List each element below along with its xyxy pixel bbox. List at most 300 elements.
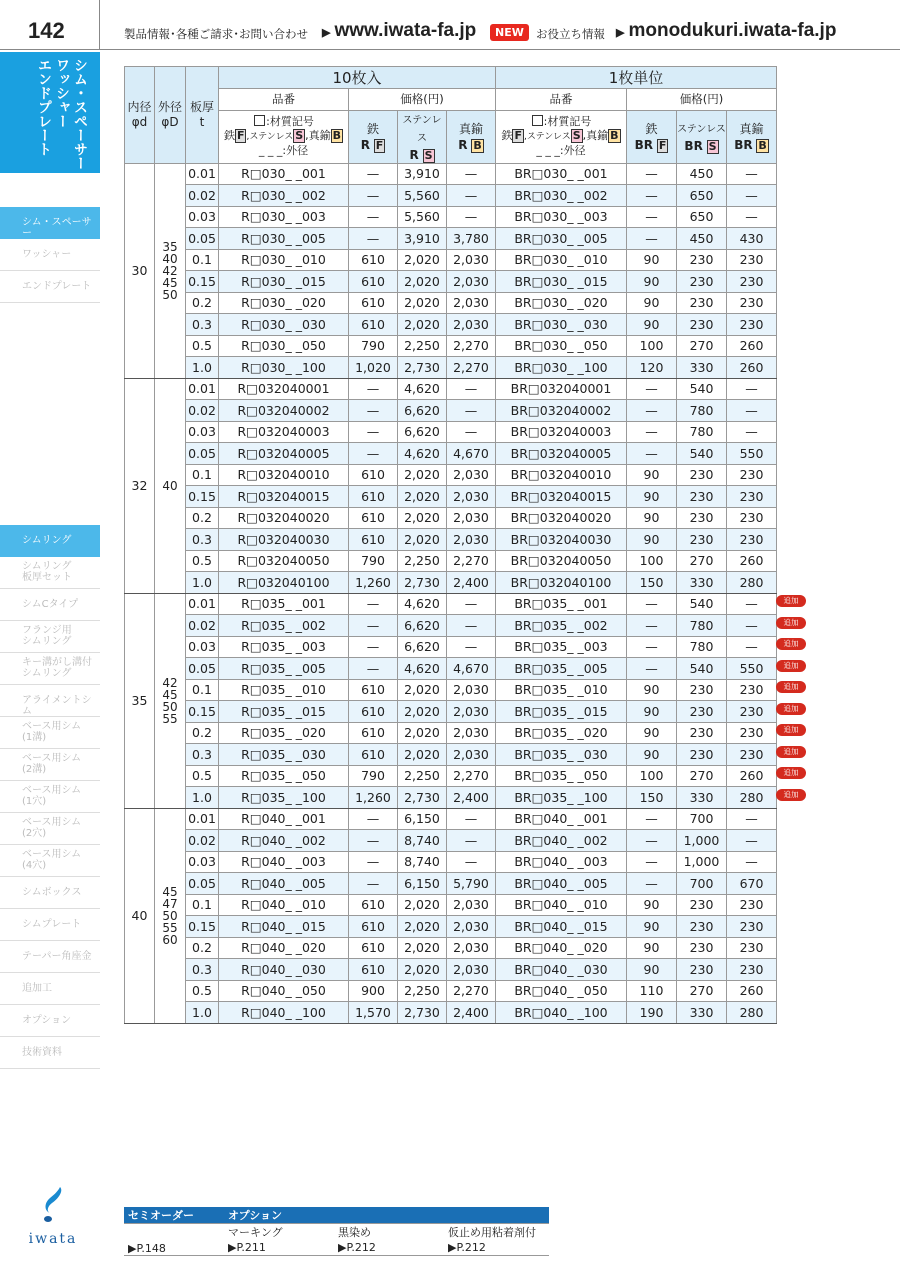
part-no-cell: R□032040030 — [219, 529, 349, 551]
price-iron-cell: 90 — [627, 959, 677, 981]
part-no-cell: R□030_ _015 — [219, 271, 349, 293]
sidebar-item[interactable]: 技術資料 — [0, 1037, 100, 1069]
price-stainless-cell: 270 — [677, 980, 727, 1002]
price-brass-cell: 5,790 — [447, 873, 496, 895]
price-iron-cell: 1,570 — [349, 1002, 398, 1024]
price-brass-cell: — — [447, 206, 496, 228]
thickness-cell: 0.01 — [186, 808, 219, 830]
price-stainless-cell: 2,020 — [398, 959, 447, 981]
price-iron-cell: — — [627, 421, 677, 443]
price-brass-cell: — — [727, 830, 777, 852]
part-no-cell: BR□030_ _100 — [496, 357, 627, 379]
table-row — [125, 486, 777, 508]
thickness-cell: 0.1 — [186, 894, 219, 916]
price-iron-cell: — — [627, 658, 677, 680]
part-no-cell: BR□035_ _015 — [496, 701, 627, 723]
inner-diameter-cell: 40 — [125, 808, 155, 1023]
sidebar-item[interactable]: シムリング 板厚セット — [0, 557, 100, 589]
price-brass-cell: — — [447, 421, 496, 443]
price-iron-cell: 610 — [349, 959, 398, 981]
table-row — [125, 916, 777, 938]
price-brass-cell: 2,030 — [447, 701, 496, 723]
price-stainless-cell: 2,020 — [398, 894, 447, 916]
part-no-cell: R□030_ _005 — [219, 228, 349, 250]
price-stainless-cell: 2,250 — [398, 550, 447, 572]
sidebar — [0, 52, 100, 1069]
part-no-cell: R□040_ _030 — [219, 959, 349, 981]
option-marking-ref[interactable]: ▶P.211 — [224, 1240, 334, 1255]
price-brass-cell: 670 — [727, 873, 777, 895]
part-no-cell: BR□035_ _010 — [496, 679, 627, 701]
thickness-cell: 0.1 — [186, 249, 219, 271]
price-iron-cell: 150 — [627, 572, 677, 594]
part-no-cell: BR□035_ _100 — [496, 787, 627, 809]
price-brass-cell: 230 — [727, 249, 777, 271]
website-link[interactable] — [318, 20, 476, 42]
table-row — [125, 679, 777, 701]
price-stainless-cell: 230 — [677, 679, 727, 701]
sidebar-item[interactable]: シムプレート — [0, 909, 100, 941]
thickness-cell: 0.01 — [186, 163, 219, 185]
price-brass-cell: 2,030 — [447, 722, 496, 744]
table-row — [125, 464, 777, 486]
part-no-cell: R□032040020 — [219, 507, 349, 529]
part-no-header: 品番 — [496, 89, 627, 111]
part-no-cell: BR□032040050 — [496, 550, 627, 572]
price-stainless-cell: 2,020 — [398, 486, 447, 508]
price-iron-cell: 100 — [627, 765, 677, 787]
group-10pcs: 10枚入 — [219, 67, 496, 89]
table-row — [125, 959, 777, 981]
price-brass-cell: 230 — [727, 744, 777, 766]
website-url[interactable]: www.iwata-fa.jp — [334, 20, 477, 41]
price-brass-cell: — — [727, 185, 777, 207]
thickness-cell: 0.3 — [186, 959, 219, 981]
part-no-cell: R□040_ _015 — [219, 916, 349, 938]
added-badge: 追加 — [776, 789, 806, 801]
price-iron-cell: 610 — [349, 464, 398, 486]
price-brass-cell: 550 — [727, 658, 777, 680]
thickness-cell: 0.05 — [186, 228, 219, 250]
part-no-cell: R□032040003 — [219, 421, 349, 443]
sidebar-item[interactable]: ベース用シム (2穴) — [0, 813, 100, 845]
thickness-cell: 0.3 — [186, 744, 219, 766]
price-brass-cell: 2,270 — [447, 550, 496, 572]
sidebar-item[interactable]: シム・スペーサー — [0, 207, 100, 239]
price-stainless-cell: 2,020 — [398, 937, 447, 959]
price-iron-cell: — — [627, 615, 677, 637]
price-iron-cell: 90 — [627, 507, 677, 529]
price-stainless-cell: 330 — [677, 787, 727, 809]
price-iron-cell: 90 — [627, 529, 677, 551]
price-stainless-cell: 2,020 — [398, 507, 447, 529]
sidebar-secondary-nav — [0, 525, 100, 1069]
price-stainless-cell: 230 — [677, 271, 727, 293]
part-no-cell: R□030_ _003 — [219, 206, 349, 228]
new-badge: NEW — [490, 24, 529, 41]
table-row — [125, 292, 777, 314]
price-iron-cell: — — [349, 808, 398, 830]
part-no-cell: BR□040_ _020 — [496, 937, 627, 959]
price-stainless-cell: 2,020 — [398, 744, 447, 766]
price-stainless-cell: 2,020 — [398, 679, 447, 701]
price-stainless-cell: 540 — [677, 378, 727, 400]
price-brass-cell: 2,030 — [447, 937, 496, 959]
table-row — [125, 937, 777, 959]
sidebar-item[interactable]: シムCタイプ — [0, 589, 100, 621]
part-no-cell: R□030_ _001 — [219, 163, 349, 185]
semi-order-ref[interactable]: ▶P.148 — [124, 1224, 224, 1256]
price-iron-cell: — — [349, 206, 398, 228]
table-row — [125, 400, 777, 422]
table-row — [125, 378, 777, 400]
thickness-cell: 0.3 — [186, 529, 219, 551]
table-row — [125, 529, 777, 551]
price-iron-cell: — — [349, 400, 398, 422]
sidebar-item[interactable]: シムボックス — [0, 877, 100, 909]
thickness-cell: 0.15 — [186, 701, 219, 723]
part-no-cell: R□035_ _001 — [219, 593, 349, 615]
part-no-cell: R□035_ _020 — [219, 722, 349, 744]
price-iron-cell: 790 — [349, 550, 398, 572]
price-stainless-cell: 8,740 — [398, 830, 447, 852]
price-stainless-cell: 2,730 — [398, 787, 447, 809]
material-code-note: :材質記号 鉄 F ,ステンレス S ,真鍮 B _ _ _:外径 — [219, 110, 349, 163]
sidebar-item[interactable]: ベース用シム (1溝) — [0, 717, 100, 749]
part-no-cell: R□035_ _100 — [219, 787, 349, 809]
price-brass-cell: 230 — [727, 314, 777, 336]
price-iron-cell: — — [349, 163, 398, 185]
part-no-cell: R□032040100 — [219, 572, 349, 594]
price-brass-cell: 2,030 — [447, 464, 496, 486]
group-1pc: 1枚単位 — [496, 67, 777, 89]
sidebar-item[interactable]: テーパー角座金 — [0, 941, 100, 973]
price-iron-cell: — — [627, 228, 677, 250]
price-iron-cell: 190 — [627, 1002, 677, 1024]
price-brass-cell: 3,780 — [447, 228, 496, 250]
option-marking: マーキング — [228, 1226, 283, 1239]
sidebar-item[interactable]: アライメントシム — [0, 685, 100, 717]
blank-box-icon — [254, 115, 265, 126]
price-brass-cell: 2,270 — [447, 980, 496, 1002]
price-iron-cell: 90 — [627, 271, 677, 293]
iwata-logo — [28, 1185, 78, 1247]
price-brass-cell: — — [447, 593, 496, 615]
sidebar-item[interactable]: ベース用シム (1穴) — [0, 781, 100, 813]
part-no-cell: R□030_ _020 — [219, 292, 349, 314]
price-brass-cell: 260 — [727, 765, 777, 787]
price-iron-cell: 790 — [349, 335, 398, 357]
price-brass-cell: 2,400 — [447, 1002, 496, 1024]
table-row — [125, 421, 777, 443]
table-row — [125, 163, 777, 185]
price-iron-cell: — — [627, 443, 677, 465]
sidebar-item[interactable]: エンドプレート — [0, 271, 100, 303]
price-brass-cell: 2,030 — [447, 271, 496, 293]
added-badge: 追加 — [776, 660, 806, 672]
price-brass-cell: 430 — [727, 228, 777, 250]
brass-col: 真鍮 R B — [447, 110, 496, 163]
thickness-cell: 0.1 — [186, 464, 219, 486]
price-stainless-cell: 780 — [677, 636, 727, 658]
price-iron-cell: 610 — [349, 271, 398, 293]
price-iron-cell: 610 — [349, 937, 398, 959]
price-stainless-cell: 700 — [677, 808, 727, 830]
price-header: 価格(円) — [627, 89, 777, 111]
price-iron-cell: 90 — [627, 679, 677, 701]
category-title-endplate: エンドプレート — [36, 58, 52, 156]
inner-diameter-cell: 35 — [125, 593, 155, 808]
thickness-cell: 0.02 — [186, 400, 219, 422]
price-stainless-cell: 2,020 — [398, 292, 447, 314]
table-row — [125, 658, 777, 680]
price-stainless-cell: 1,000 — [677, 851, 727, 873]
thickness-cell: 1.0 — [186, 787, 219, 809]
price-iron-cell: — — [349, 593, 398, 615]
part-no-cell: BR□040_ _050 — [496, 980, 627, 1002]
price-brass-cell: — — [727, 206, 777, 228]
price-brass-cell: 2,030 — [447, 249, 496, 271]
sidebar-item[interactable]: ベース用シム (4穴) — [0, 845, 100, 877]
option-adhesive-ref[interactable]: ▶P.212 — [444, 1240, 549, 1255]
part-no-cell: BR□032040100 — [496, 572, 627, 594]
price-brass-cell: 4,670 — [447, 658, 496, 680]
price-brass-cell: 2,270 — [447, 335, 496, 357]
outer-diameter-cell: 40 — [155, 378, 186, 593]
inner-diameter-cell: 30 — [125, 163, 155, 378]
table-row — [125, 314, 777, 336]
part-no-cell: R□040_ _005 — [219, 873, 349, 895]
part-no-cell: BR□035_ _003 — [496, 636, 627, 658]
price-iron-cell: 610 — [349, 486, 398, 508]
price-iron-cell: — — [349, 228, 398, 250]
monodukuri-link[interactable] — [612, 20, 836, 42]
price-brass-cell: — — [727, 636, 777, 658]
price-iron-cell: — — [349, 830, 398, 852]
price-brass-cell: — — [447, 615, 496, 637]
price-brass-cell: 230 — [727, 464, 777, 486]
part-no-cell: R□032040002 — [219, 400, 349, 422]
price-stainless-cell: 230 — [677, 314, 727, 336]
price-stainless-cell: 2,020 — [398, 249, 447, 271]
price-brass-cell: — — [447, 163, 496, 185]
sidebar-item[interactable]: シムリング — [0, 525, 100, 557]
price-stainless-cell: 2,020 — [398, 529, 447, 551]
price-brass-cell: — — [447, 378, 496, 400]
price-brass-cell: 230 — [727, 701, 777, 723]
price-iron-cell: 90 — [627, 722, 677, 744]
price-stainless-cell: 2,730 — [398, 572, 447, 594]
price-brass-cell: 2,030 — [447, 894, 496, 916]
table-row — [125, 228, 777, 250]
part-no-cell: BR□032040002 — [496, 400, 627, 422]
price-stainless-cell: 700 — [677, 873, 727, 895]
spec-price-table — [124, 66, 777, 1024]
price-stainless-cell: 6,620 — [398, 400, 447, 422]
part-no-cell: R□040_ _002 — [219, 830, 349, 852]
table-row — [125, 593, 777, 615]
price-stainless-cell: 230 — [677, 292, 727, 314]
part-no-cell: BR□035_ _002 — [496, 615, 627, 637]
part-no-cell: BR□032040030 — [496, 529, 627, 551]
price-iron-cell: 90 — [627, 464, 677, 486]
table-row — [125, 787, 777, 809]
thickness-cell: 0.05 — [186, 873, 219, 895]
price-stainless-cell: 780 — [677, 615, 727, 637]
price-brass-cell: — — [727, 593, 777, 615]
price-iron-cell: 100 — [627, 335, 677, 357]
part-no-cell: R□030_ _100 — [219, 357, 349, 379]
price-iron-cell: 610 — [349, 894, 398, 916]
price-iron-cell: — — [627, 593, 677, 615]
price-brass-cell: 2,030 — [447, 744, 496, 766]
outer-diameter-cell: 42 45 50 55 — [155, 593, 186, 808]
price-brass-cell: — — [447, 851, 496, 873]
outer-diameter-cell: 35 40 42 45 50 — [155, 163, 186, 378]
part-no-cell: BR□035_ _005 — [496, 658, 627, 680]
price-stainless-cell: 330 — [677, 1002, 727, 1024]
price-stainless-cell: 540 — [677, 443, 727, 465]
sidebar-item[interactable]: ワッシャー — [0, 239, 100, 271]
price-iron-cell: 90 — [627, 894, 677, 916]
part-no-cell: BR□030_ _030 — [496, 314, 627, 336]
table-row — [125, 1002, 777, 1024]
price-iron-cell: — — [349, 873, 398, 895]
price-stainless-cell: 230 — [677, 486, 727, 508]
option-black-oxide-ref[interactable]: ▶P.212 — [334, 1240, 444, 1255]
added-badge: 追加 — [776, 703, 806, 715]
price-brass-cell: — — [447, 636, 496, 658]
part-no-cell: BR□032040020 — [496, 507, 627, 529]
part-no-cell: R□032040001 — [219, 378, 349, 400]
sidebar-item[interactable]: キー溝がし溝付 シムリング — [0, 653, 100, 685]
price-iron-cell: — — [349, 378, 398, 400]
thickness-cell: 0.15 — [186, 271, 219, 293]
price-brass-cell: — — [447, 830, 496, 852]
price-brass-cell: — — [727, 615, 777, 637]
part-no-cell: R□032040010 — [219, 464, 349, 486]
part-no-cell: BR□030_ _005 — [496, 228, 627, 250]
price-iron-cell: 90 — [627, 916, 677, 938]
part-no-cell: BR□040_ _002 — [496, 830, 627, 852]
price-stainless-cell: 230 — [677, 464, 727, 486]
price-stainless-cell: 330 — [677, 572, 727, 594]
thickness-cell: 0.03 — [186, 206, 219, 228]
thickness-cell: 0.5 — [186, 550, 219, 572]
thickness-cell: 0.5 — [186, 765, 219, 787]
part-no-cell: BR□032040015 — [496, 486, 627, 508]
part-no-cell: R□030_ _002 — [219, 185, 349, 207]
thickness-cell: 0.2 — [186, 937, 219, 959]
part-no-cell: R□035_ _050 — [219, 765, 349, 787]
part-no-cell: R□035_ _003 — [219, 636, 349, 658]
price-brass-cell: 2,030 — [447, 314, 496, 336]
price-stainless-cell: 2,020 — [398, 916, 447, 938]
price-brass-cell: — — [727, 851, 777, 873]
part-no-cell: R□035_ _015 — [219, 701, 349, 723]
price-iron-cell: 610 — [349, 292, 398, 314]
table-row — [125, 335, 777, 357]
sidebar-item[interactable]: フランジ用 シムリング — [0, 621, 100, 653]
added-badge: 追加 — [776, 746, 806, 758]
outer-diameter-cell: 45 47 50 55 60 — [155, 808, 186, 1023]
brass-col: 真鍮 BR B — [727, 110, 777, 163]
price-brass-cell: 2,030 — [447, 916, 496, 938]
part-no-cell: BR□035_ _001 — [496, 593, 627, 615]
price-brass-cell: 2,400 — [447, 787, 496, 809]
price-iron-cell: 610 — [349, 507, 398, 529]
price-iron-cell: — — [349, 851, 398, 873]
table-row — [125, 830, 777, 852]
table-row — [125, 507, 777, 529]
added-badge: 追加 — [776, 617, 806, 629]
price-brass-cell: — — [727, 378, 777, 400]
thickness-cell: 0.01 — [186, 593, 219, 615]
thickness-cell: 0.5 — [186, 980, 219, 1002]
price-brass-cell: 2,270 — [447, 357, 496, 379]
thickness-cell: 0.5 — [186, 335, 219, 357]
part-no-cell: BR□040_ _030 — [496, 959, 627, 981]
inner-diameter-cell: 32 — [125, 378, 155, 593]
price-stainless-cell: 270 — [677, 550, 727, 572]
price-brass-cell: 230 — [727, 271, 777, 293]
part-no-cell: BR□030_ _003 — [496, 206, 627, 228]
thickness-cell: 0.2 — [186, 292, 219, 314]
added-badge: 追加 — [776, 681, 806, 693]
price-brass-cell: — — [727, 808, 777, 830]
price-stainless-cell: 230 — [677, 959, 727, 981]
monodukuri-url[interactable]: monodukuri.iwata-fa.jp — [628, 20, 837, 41]
sidebar-item[interactable]: 追加工 — [0, 973, 100, 1005]
price-brass-cell: — — [447, 808, 496, 830]
table-row — [125, 550, 777, 572]
price-iron-cell: 610 — [349, 529, 398, 551]
price-brass-cell: 2,030 — [447, 679, 496, 701]
price-brass-cell: 550 — [727, 443, 777, 465]
table-row — [125, 185, 777, 207]
price-stainless-cell: 2,020 — [398, 722, 447, 744]
price-stainless-cell: 230 — [677, 529, 727, 551]
price-brass-cell: 230 — [727, 486, 777, 508]
part-no-cell: BR□035_ _020 — [496, 722, 627, 744]
table-row — [125, 744, 777, 766]
price-iron-cell: — — [627, 185, 677, 207]
table-row — [125, 572, 777, 594]
price-iron-cell: — — [349, 615, 398, 637]
price-stainless-cell: 3,910 — [398, 228, 447, 250]
price-brass-cell: 260 — [727, 980, 777, 1002]
price-stainless-cell: 450 — [677, 228, 727, 250]
sidebar-category-title — [0, 52, 100, 173]
price-stainless-cell: 230 — [677, 744, 727, 766]
price-iron-cell: — — [627, 163, 677, 185]
price-iron-cell: 610 — [349, 744, 398, 766]
price-iron-cell: 1,260 — [349, 572, 398, 594]
thickness-cell: 0.03 — [186, 636, 219, 658]
price-stainless-cell: 2,730 — [398, 357, 447, 379]
part-no-cell: BR□032040001 — [496, 378, 627, 400]
thickness-cell: 0.02 — [186, 615, 219, 637]
price-brass-cell: — — [727, 400, 777, 422]
part-no-cell: BR□040_ _010 — [496, 894, 627, 916]
sidebar-item[interactable]: ベース用シム (2溝) — [0, 749, 100, 781]
thickness-cell: 1.0 — [186, 1002, 219, 1024]
price-iron-cell: 90 — [627, 744, 677, 766]
thickness-cell: 0.03 — [186, 851, 219, 873]
table-row — [125, 894, 777, 916]
sidebar-item[interactable]: オプション — [0, 1005, 100, 1037]
price-stainless-cell: 2,250 — [398, 980, 447, 1002]
